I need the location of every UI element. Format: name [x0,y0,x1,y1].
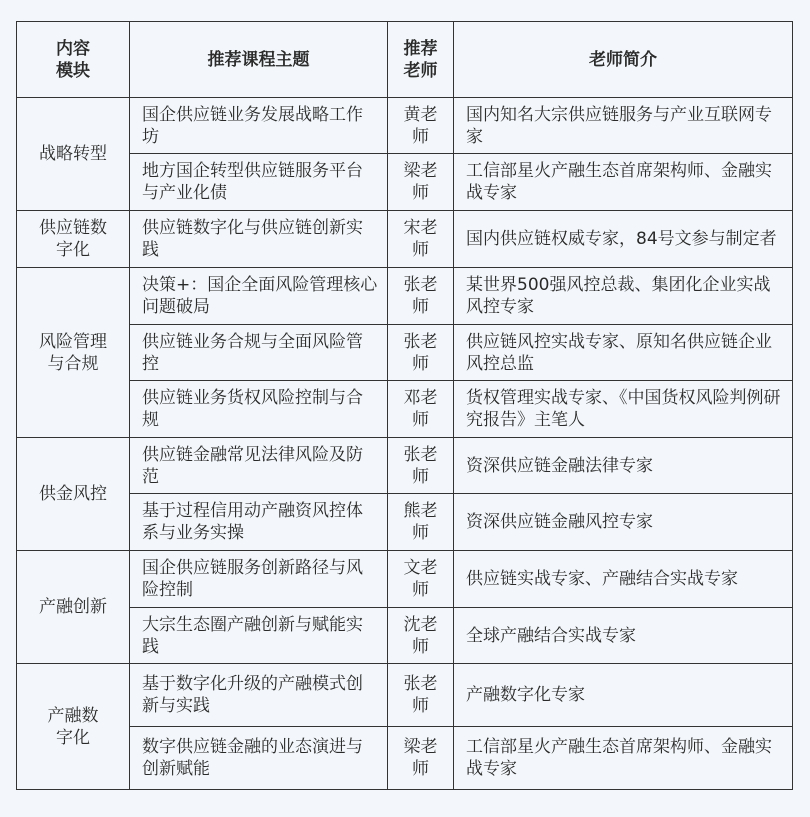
topic-cell: 地方国企转型供应链服务平台与产业化债 [130,154,388,211]
module-cell: 产融数字化 [17,664,130,790]
topic-cell: 基于数字化升级的产融模式创新与实践 [130,664,388,727]
module-cell: 战略转型 [17,98,130,211]
topic-cell: 供应链数字化与供应链创新实践 [130,211,388,268]
topic-cell: 供应链业务合规与全面风险管控 [130,325,388,381]
teacher-cell: 黄老师 [388,98,454,154]
table-row [17,664,793,727]
intro-cell: 货权管理实战专家、《中国货权风险判例研究报告》主笔人 [454,381,793,438]
intro-cell: 工信部星火产融生态首席架构师、金融实战专家 [454,154,793,211]
course-table [16,21,793,790]
intro-cell: 某世界500强风控总裁、集团化企业实战风控专家 [454,268,793,325]
header-module: 内容模块 [17,22,130,98]
teacher-cell: 梁老师 [388,154,454,211]
module-cell: 产融创新 [17,551,130,664]
intro-cell: 工信部星火产融生态首席架构师、金融实战专家 [454,727,793,790]
intro-cell: 供应链风控实战专家、原知名供应链企业风控总监 [454,325,793,381]
intro-cell: 资深供应链金融法律专家 [454,438,793,494]
intro-cell: 国内知名大宗供应链服务与产业互联网专家 [454,98,793,154]
table-row [17,608,793,664]
topic-cell: 国企供应链业务发展战略工作坊 [130,98,388,154]
teacher-cell: 邓老师 [388,381,454,438]
topic-cell: 供应链业务货权风险控制与合规 [130,381,388,438]
header-intro: 老师简介 [454,22,793,98]
table-row [17,494,793,551]
table-row [17,727,793,790]
teacher-cell: 张老师 [388,325,454,381]
table-row [17,325,793,381]
topic-cell: 国企供应链服务创新路径与风险控制 [130,551,388,608]
header-teacher: 推荐老师 [388,22,454,98]
table-row [17,98,793,154]
table-row [17,381,793,438]
header-row [17,22,793,98]
teacher-cell: 沈老师 [388,608,454,664]
table-row [17,551,793,608]
table-row [17,438,793,494]
teacher-cell: 宋老师 [388,211,454,268]
topic-cell: 数字供应链金融的业态演进与创新赋能 [130,727,388,790]
topic-cell: 决策+：国企全面风险管理核心问题破局 [130,268,388,325]
topic-cell: 大宗生态圈产融创新与赋能实践 [130,608,388,664]
teacher-cell: 张老师 [388,664,454,727]
teacher-cell: 张老师 [388,268,454,325]
header-topic: 推荐课程主题 [130,22,388,98]
teacher-cell: 文老师 [388,551,454,608]
table-row [17,211,793,268]
table-body [17,98,793,790]
teacher-cell: 熊老师 [388,494,454,551]
module-cell: 风险管理与合规 [17,268,130,438]
intro-cell: 供应链实战专家、产融结合实战专家 [454,551,793,608]
teacher-cell: 梁老师 [388,727,454,790]
module-cell: 供金风控 [17,438,130,551]
intro-cell: 资深供应链金融风控专家 [454,494,793,551]
teacher-cell: 张老师 [388,438,454,494]
table-row [17,268,793,325]
intro-cell: 全球产融结合实战专家 [454,608,793,664]
topic-cell: 基于过程信用动产融资风控体系与业务实操 [130,494,388,551]
module-cell: 供应链数字化 [17,211,130,268]
intro-cell: 国内供应链权威专家，84号文参与制定者 [454,211,793,268]
topic-cell: 供应链金融常见法律风险及防范 [130,438,388,494]
table-row [17,154,793,211]
intro-cell: 产融数字化专家 [454,664,793,727]
